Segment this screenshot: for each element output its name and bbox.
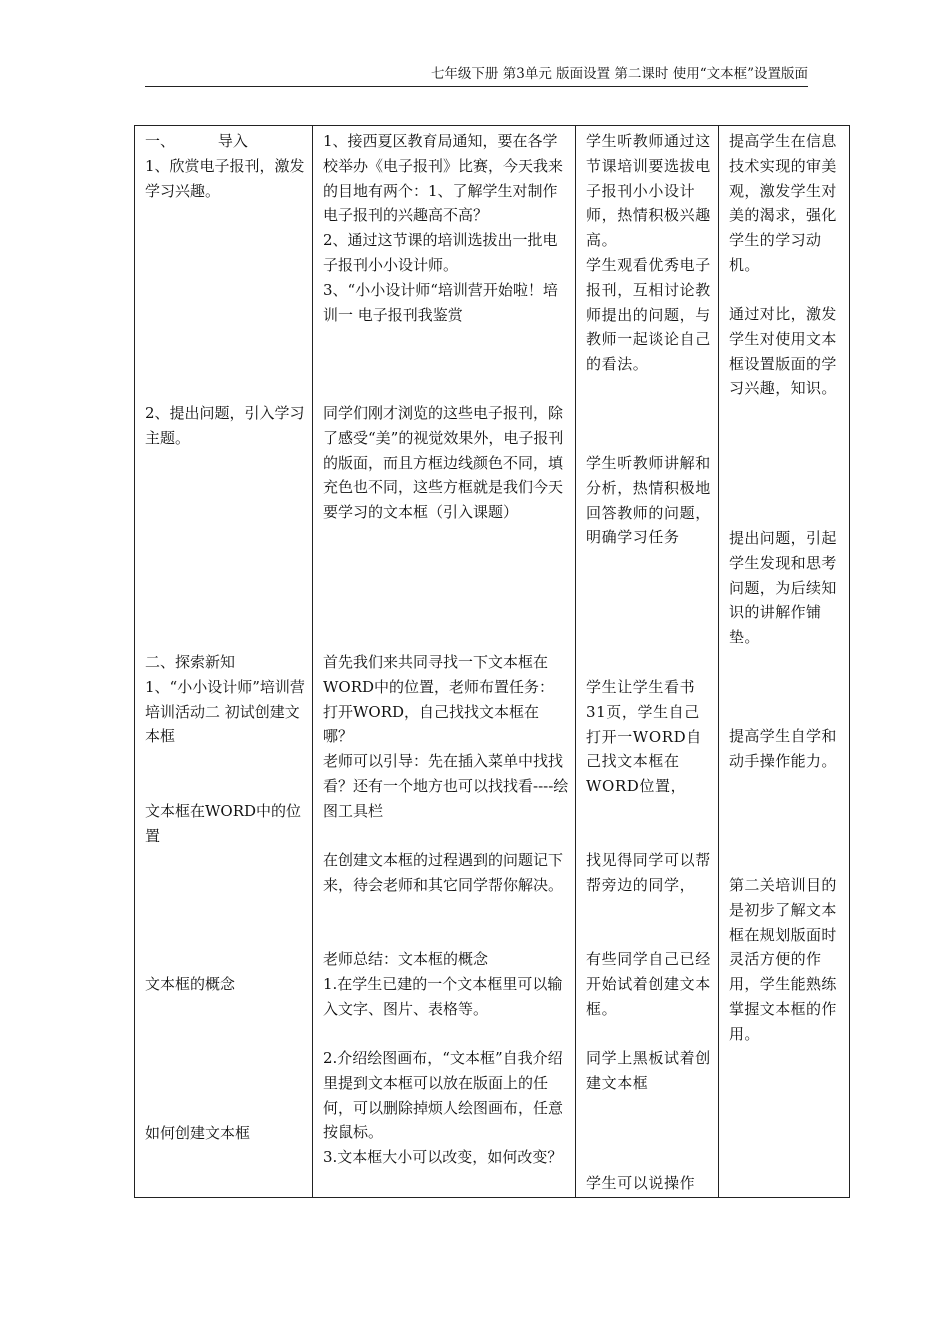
student-intro: 学生听教师通过这节课培训要选拔电子报刊小小设计师，热情积极兴趣高。 学生观看优秀电子报刊，互相讨论教师提出的问题，与教师一起谈论自己的看法。 <box>586 132 711 374</box>
intent-aesthetics: 提高学生在信息技术实现的审美观，激发学生对美的渴求，强化学生的学习动机。 <box>729 132 837 274</box>
header-rule <box>145 86 808 87</box>
teacher-question: 同学们刚才浏览的这些电子报刊，除了感受“美”的视觉效果外，电子报刊的版面，而且方框边线颜色不同，填充色也不同，这些方框就是我们今天要学习的文本框（引入课题） <box>323 404 564 522</box>
step-textbox-location: 文本框在WORD中的位置 <box>145 802 302 845</box>
student-listen: 学生听教师讲解和分析，热情积极地回答教师的问题，明确学习任务 <box>586 454 711 547</box>
student-blackboard: 同学上黑板试着创建文本框 <box>586 1049 711 1092</box>
teacher-canvas: 2.介绍绘图画布，“文本框”自我介绍里提到文本框可以放在版面上的任何，可以删除掉烦人绘图画布，任意按鼠标。 3.文本框大小可以改变，如何改变？ <box>323 1049 564 1167</box>
column-student-activity <box>576 126 719 1198</box>
page-header: 七年级下册 第3单元 版面设置 第二课时 使用“文本框”设置版面 <box>430 66 808 82</box>
lesson-plan-table <box>134 125 850 1198</box>
teacher-summary: 老师总结：文本框的概念 1.在学生已建的一个文本框里可以输入文字、图片、表格等。 <box>323 950 563 1018</box>
intent-level-two: 第二关培训目的是初步了解文本框在规划版面时灵活方便的作用，学生能熟练掌握文本框的作用。 <box>729 876 837 1043</box>
table-row <box>135 126 850 1198</box>
column-design-intent <box>719 126 850 1198</box>
column-teacher-activity <box>313 126 576 1198</box>
step-explore: 二、探索新知 1、“小小设计师”培训营 培训活动二 初试创建文本框 <box>145 653 305 746</box>
teacher-find-textbox: 首先我们来共同寻找一下文本框在WORD中的位置，老师布置任务：打开WORD，自己找找文本框在哪？ 老师可以引导：先在插入菜单中找找看？还有一个地方也可以找找看----绘图工具栏 <box>323 653 569 820</box>
intent-question: 提出问题，引起学生发现和思考问题，为后续知识的讲解作铺垫。 <box>729 529 837 647</box>
student-help: 找见得同学可以帮帮旁边的同学， <box>586 851 711 894</box>
step-create-textbox: 如何创建文本框 <box>145 1124 251 1142</box>
step-intro: 一、 导入 1、欣赏电子报刊，激发学习兴趣。 <box>145 132 305 200</box>
teacher-intro: 1、接西夏区教育局通知，要在各学校举办《电子报刊》比赛，今天我来的目地有两个：1、了解学生对制作电子报刊的兴趣高不高？ 2、通过这节课的培训选拔出一批电子报刊小小设计师。 3、“小小设计师“培训营开始啦！培训一 电子报刊我鉴赏 <box>323 132 564 324</box>
student-try-create: 有些同学自己已经开始试着创建文本框。 <box>586 950 711 1018</box>
student-read-book: 学生让学生看书31页，学生自己打开一WORD自己找文本框在WORD位置， <box>586 678 702 796</box>
intent-comparison: 通过对比，激发学生对使用文本框设置版面的学习兴趣，知识。 <box>729 305 837 398</box>
teacher-record-problems: 在创建文本框的过程遇到的问题记下来，待会老师和其它同学帮你解决。 <box>323 851 564 894</box>
step-raise-question: 2、提出问题，引入学习主题。 <box>145 404 305 447</box>
column-teaching-step <box>135 126 313 1198</box>
step-textbox-concept: 文本框的概念 <box>145 975 236 993</box>
intent-self-study: 提高学生自学和动手操作能力。 <box>729 727 837 770</box>
student-describe: 学生可以说操作 <box>586 1174 696 1192</box>
